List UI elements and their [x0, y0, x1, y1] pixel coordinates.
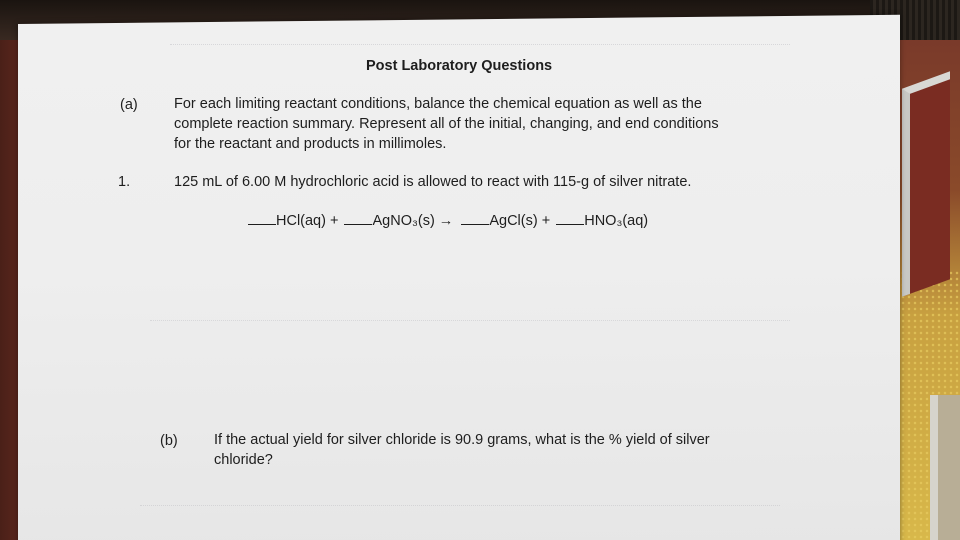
equation-term: AgCl(s) +: [489, 213, 551, 229]
equation-term: AgNO₃(s) →: [372, 213, 454, 229]
question-1-text: 125 mL of 6.00 M hydrochloric acid is allowed to react with 115-g of silver nitrate.: [174, 174, 692, 190]
chemical-equation: [248, 212, 648, 229]
coefficient-blank: [248, 212, 276, 225]
part-b-line: chloride?: [214, 452, 273, 468]
part-b-question: [214, 430, 710, 470]
part-b-line: If the actual yield for silver chloride is 90.9 grams, what is the % yield of silver: [214, 432, 710, 448]
equation-term: HCl(aq) +: [276, 213, 339, 229]
part-a-line: complete reaction summary. Represent all of the initial, changing, and end conditions: [174, 116, 719, 132]
coefficient-blank: [344, 212, 372, 225]
coefficient-blank: [461, 212, 489, 225]
question-1-label: 1.: [118, 174, 131, 190]
part-a-line: for the reactant and products in millimoles.: [174, 136, 447, 152]
part-b-label: (b): [160, 433, 178, 449]
part-a-line: For each limiting reactant conditions, balance the chemical equation as well as the: [174, 96, 702, 112]
bleed-through-mark: [140, 505, 780, 516]
coefficient-blank: [556, 212, 584, 225]
equation-term: HNO₃(aq): [584, 213, 649, 229]
bleed-through-mark: [150, 320, 790, 331]
part-a-instructions: [174, 94, 719, 154]
bleed-through-mark: [170, 44, 790, 55]
page-title: Post Laboratory Questions: [366, 58, 553, 74]
part-a-label: (a): [120, 97, 138, 113]
